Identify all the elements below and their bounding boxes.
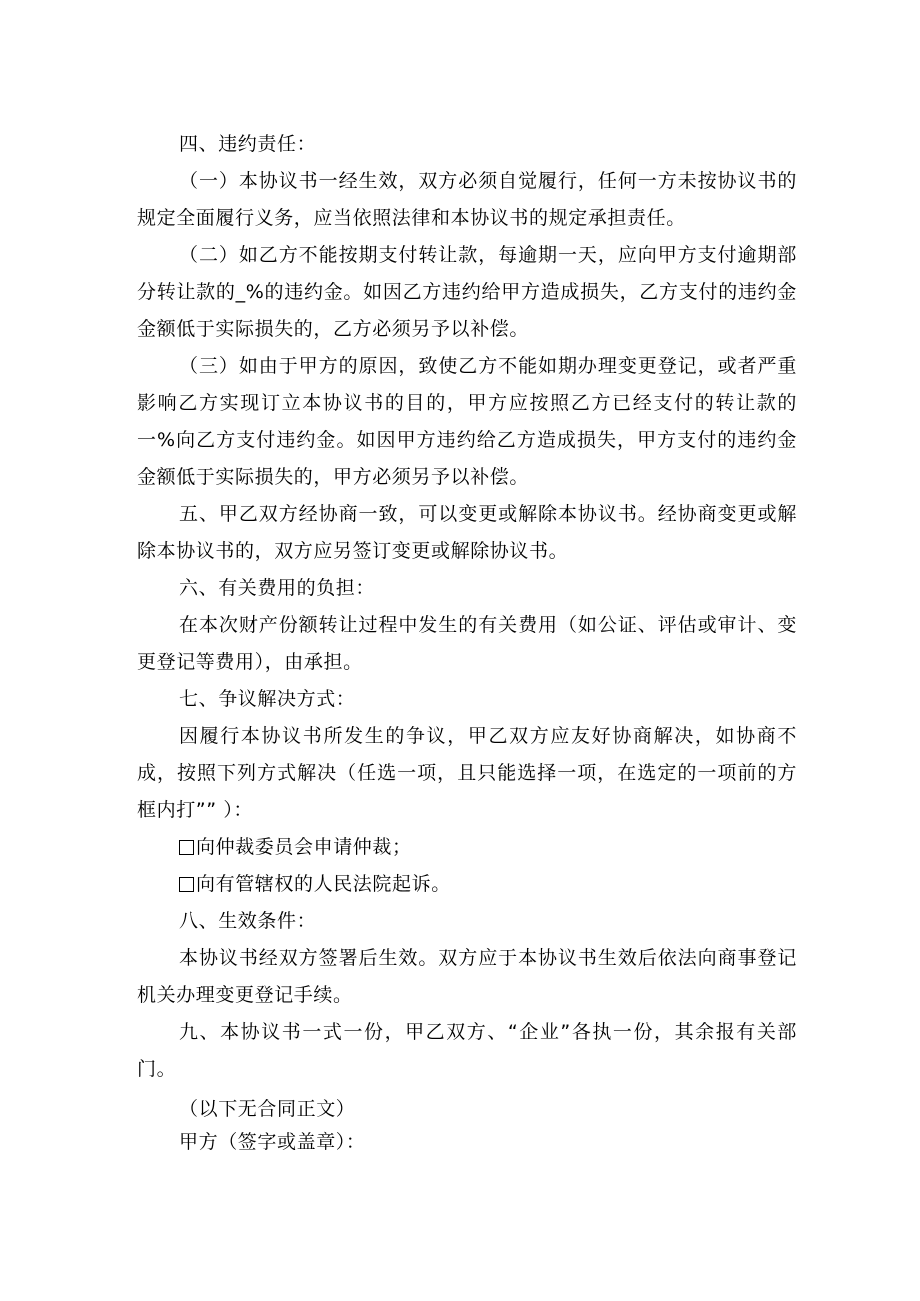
party-a-signature: 甲方（签字或盖章）：	[179, 1131, 366, 1153]
end-note: （以下无合同正文）	[179, 1098, 356, 1120]
section8-paragraph: 本协议书经双方签署后生效。双方应于本协议书生效后依法向商事登记机关办理变更登记手续。	[137, 947, 797, 1006]
arbitration-option-label: 向仲裁委员会申请仲裁；	[196, 836, 412, 858]
section4-clause-3: （三）如由于甲方的原因，致使乙方不能如期办理变更登记，或者严重影响乙方实现订立本协议书的目的，甲方应按照乙方已经支付的转让款的一%向乙方支付违约金。如因甲方违约给乙方造成损失，甲方支付的违约金金额低于实际损失的，甲方必须另予以补偿。	[137, 355, 797, 488]
arbitration-checkbox[interactable]	[179, 840, 194, 855]
section7-paragraph: 因履行本协议书所发生的争议，甲乙双方应友好协商解决，如协商不成，按照下列方式解决（任选一项，且只能选择一项，在选定的一项前的方框内打”” ）：	[137, 725, 797, 821]
section7-title: 七、争议解决方式：	[179, 688, 356, 710]
arbitration-option	[137, 829, 839, 866]
section4-clause-1: （一）本协议书一经生效，双方必须自觉履行，任何一方未按协议书的规定全面履行义务，应当依照法律和本协议书的规定承担责任。	[137, 170, 797, 229]
section5-paragraph: 五、甲乙双方经协商一致，可以变更或解除本协议书。经协商变更或解除本协议书的，双方应另签订变更或解除协议书。	[137, 503, 797, 562]
court-option	[137, 866, 839, 903]
section6-paragraph: 在本次财产份额转让过程中发生的有关费用（如公证、评估或审计、变更登记等费用），由承担。	[137, 614, 797, 673]
court-option-label: 向有管辖权的人民法院起诉。	[196, 873, 451, 895]
section8-title: 八、生效条件：	[179, 910, 317, 932]
section4-title: 四、违约责任：	[179, 133, 317, 155]
section9-paragraph: 九、本协议书一式一份，甲乙双方、“企业”各执一份，其余报有关部门。	[137, 1021, 797, 1080]
section4-clause-2: （二）如乙方不能按期支付转让款，每逾期一天，应向甲方支付逾期部分转让款的_%的违约金。如因乙方违约给甲方造成损失，乙方支付的违约金金额低于实际损失的，乙方必须另予以补偿。	[137, 244, 797, 340]
court-checkbox[interactable]	[179, 877, 194, 892]
section6-title: 六、有关费用的负担：	[179, 577, 376, 599]
